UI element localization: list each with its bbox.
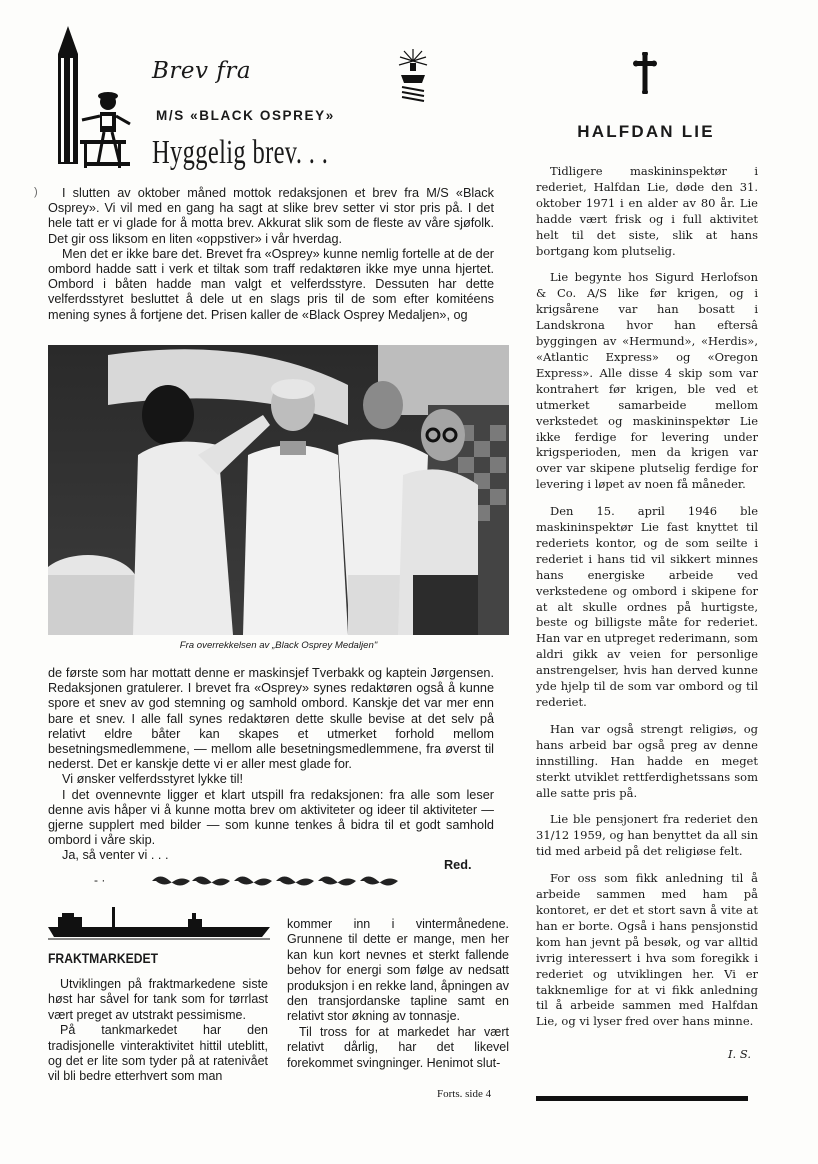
article-paragraph: Vi ønsker velferdsstyret lykke til! bbox=[62, 772, 243, 787]
pencil-man-illustration bbox=[50, 24, 140, 172]
tanker-ship-icon bbox=[48, 905, 270, 941]
article-headline: Hyggelig brev. . . bbox=[152, 134, 329, 171]
sun-emblem-icon bbox=[398, 47, 428, 105]
cross-icon bbox=[633, 52, 657, 94]
main-article-body bbox=[48, 186, 494, 323]
obituary-title: HALFDAN LIE bbox=[577, 122, 715, 141]
article-paragraph: På tankmarkedet har den tradisjonelle vinteraktivitet hittil uteblitt, og det er lite som tyder på at ratenivået vil bli bedre etterhvert som man bbox=[48, 1023, 268, 1084]
obituary-paragraph: Tidligere maskininspektør i rederiet, Halfdan Lie, døde den 31. oktober 1971 i en alder av 80 år. Lie hadde vært frisk og i full aktivitet helt til det siste, slik at hans bortgang kom plutselig. bbox=[536, 164, 758, 258]
fraktmarkedet-column-2 bbox=[287, 917, 509, 1071]
obituary-paragraph: Lie begynte hos Sigurd Herlofson & Co. A/S like før krigen, og i krigsårene var han bosatt i Landskrona hvor han eftersâ byggingen av «Hermund», «Herdis», «Atlantic Express» og «Oregon Express». Alle disse 4 skip som var kontrahert før krigen, ble ved et utmerket samarbeide mellom verkstedet og maskininspektør Lie ikke ferdige for levering under krigsperioden, men da krigen var over var skipene plutselig ferdige for levering i løpet av noen få måneder. bbox=[536, 270, 758, 492]
header-brev-fra: Brev fra bbox=[152, 58, 252, 84]
main-article-continuation bbox=[48, 666, 494, 864]
editor-signature: Red. bbox=[444, 858, 472, 872]
photo-caption: Fra overrekkelsen av „Black Osprey Medaljen" bbox=[179, 640, 378, 651]
decorative-ornament bbox=[150, 872, 400, 890]
obituary-paragraph: Den 15. april 1946 ble maskininspektør Lie fast knyttet til rederiets kontor, og de som seilte i rederiet i hans tid vil sikkert minnes hans energiske arbeide ved verkstedene og ombord i skipene for at alt skulle ordnes på hurtigste, beste og billigste måte for rederiet. Han var en utpreget rederimann, som aldri gikk av veien for personlige anstrengelser, hvis han derved kunne yde hjelp til de som var ombord og til rederiet. bbox=[536, 504, 758, 709]
article-paragraph: Men det er ikke bare det. Brevet fra «Osprey» kunne nemlig fortelle at de der ombord hadde satt i verk et tiltak som traff redaktøren ikke mye unna hjertet. Ombord i båten hadde man valgt et velferdsstyre. Dessuten har dette velferdsstyret besluttet å dele ut en slags pris til de som efter komitéens mening synes å fortjene det. Prisen kaller de «Black Osprey Medaljen», og bbox=[48, 246, 494, 322]
obituary-body bbox=[536, 164, 758, 1041]
article-paragraph: Ja, så venter vi . . . bbox=[62, 848, 169, 863]
article-paragraph: de første som har mottatt denne er maskinsjef Tverbakk og kaptein Jørgensen. Redaksjonen gratulerer. I brevet fra «Osprey» synes redaktøren også å kunne spore et snev av god stemning og samhold ombord. Kanskje det var mer enn bare et snev. I alle fall synes redaktøren dette skulle bevise at det selv på relativt eldre båter kan skapes et utmerket forhold mellom besetningsmedlemmene, — mellom alle besetningsmedlemmene, fra øverst til nederst. Det er kanskje dette vi er aller mest glade for. bbox=[48, 666, 494, 772]
obituary-paragraph: Lie ble pensjonert fra rederiet den 31/12 1959, og han benyttet da all sin tid med arbeid på det religiøse felt. bbox=[536, 812, 758, 859]
article-paragraph: I slutten av oktober måned mottok redaksjonen et brev fra M/S «Black Osprey». Vi vil med en gang ha sagt at slike brev setter vi stor pris på. I det hele tatt er vi glade for å motta brev. Akkurat slik som de fleste av våre sjøfolk. Det gir oss liksom en liten «oppstiver» i vår hverdag. bbox=[48, 186, 494, 246]
header-ship-name: M/S «BLACK OSPREY» bbox=[156, 108, 335, 123]
article-paragraph: I det ovennevnte ligger et klart utspill fra redaksjonen: fra alle som leser denne avis håper vi å kunne motta brev om aktiviteter og ideer til aktiviteter — gjerne supplert med bilder — som kunne tenkes å bidra til et godt samhold ombord i våre skip. bbox=[48, 787, 494, 848]
obituary-paragraph: For oss som fikk anledning til å arbeide sammen med ham på kontoret, er det et stort savn å vite at han er borte. Også i hans pensjonstid kom han jevnt på besøk, og var alltid ivrig interessert i hva som foregikk i rederiet og utviklingen her. Vi er takknemlige for at vi fikk anledning til å arbeide sammen med Halfdan Lie, og vi lyser fred over hans minne. bbox=[536, 871, 758, 1029]
margin-mark: ) bbox=[34, 186, 38, 198]
medal-ceremony-photo bbox=[48, 345, 509, 635]
bottom-rule bbox=[536, 1096, 748, 1101]
obituary-paragraph: Han var også strengt religiøs, og hans arbeid bar også preg av denne innstilling. Han hadde en meget sterkt utviklet rettferdighetssans som alle satte pris på. bbox=[536, 721, 758, 800]
section-title-fraktmarkedet: FRAKTMARKEDET bbox=[48, 951, 159, 966]
article-paragraph: Utviklingen på fraktmarkedene siste høst har såvel for tank som for tørrlast vært preget av utstrakt pessimisme. bbox=[48, 977, 268, 1022]
article-paragraph: kommer inn i vintermånedene. Grunnene til dette er mange, men her kan kun kort nevnes et sterkt fallende behov for energi som følge av nedsatt produksjon i en rekke land, åpningen av den transjordanske tapline samt en relativt stor økning av tonnasje. bbox=[287, 917, 509, 1024]
article-paragraph: Til tross for at markedet har vært relativt dårlig, har det likevel forekommet svingninger. Henimot slut- bbox=[287, 1024, 509, 1070]
fraktmarkedet-column-1 bbox=[48, 977, 268, 1085]
stray-mark: - · bbox=[94, 873, 106, 887]
obituary-signature: I. S. bbox=[728, 1047, 751, 1061]
continued-note: Forts. side 4 bbox=[437, 1088, 492, 1100]
